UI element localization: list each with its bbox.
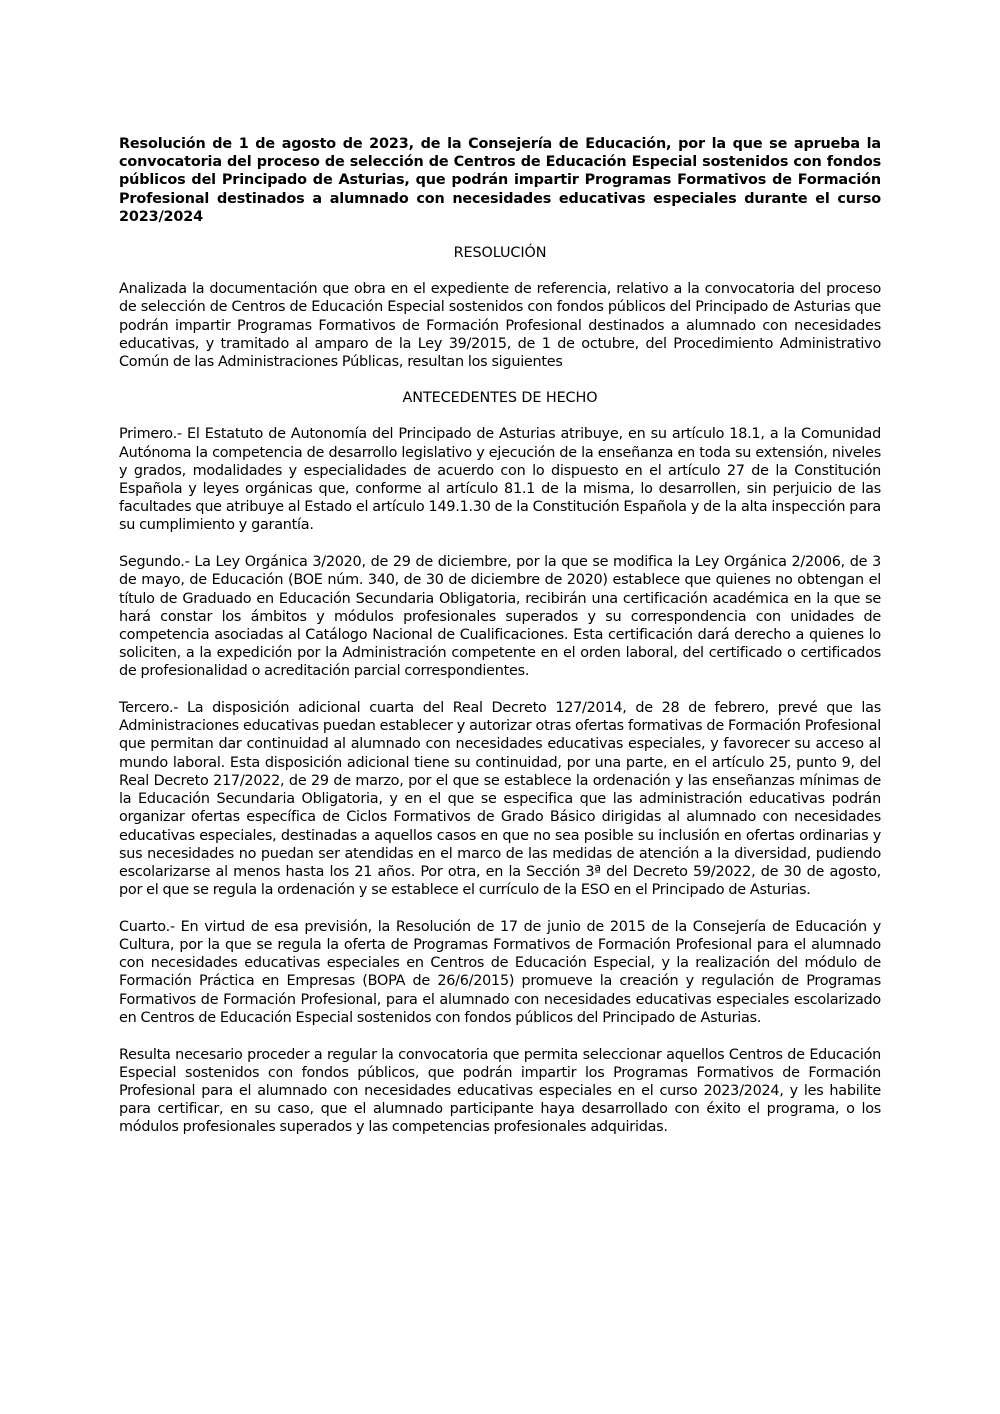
paragraph-cuarto: Cuarto.- En virtud de esa previsión, la Resolución de 17 de junio de 2015 de la Consejería de Educación y Cultura, por la que se regula la oferta de Programas Formativos de Formación Profesional para el alumnado con necesidades educativas especiales en Centros de Educación Especial, y la realización del módulo de Formación Práctica en Empresas (BOPA de 26/6/2015) promueve la creación y regulación de Programas Formativos de Formación Profesional, para el alumnado con necesidades educativas especiales escolarizado en Centros de Educación Especial sostenidos con fondos públicos del Principado de Asturias. — [119, 918, 881, 1026]
document-title: Resolución de 1 de agosto de 2023, de la Consejería de Educación, por la que se aprueba la convocatoria del proceso de selección de Centros de Educación Especial sostenidos con fondos públicos del Principado de Asturias, que podrán impartir Programas Formativos de Formación Profesional destinados a alumnado con necesidades educativas especiales durante el curso 2023/2024 — [119, 136, 881, 225]
paragraph-tercero: Tercero.- La disposición adicional cuarta del Real Decreto 127/2014, de 28 de febrero, prevé que las Administraciones educativas puedan establecer y autorizar otras ofertas formativas de Formación Profesional que permitan dar continuidad al alumnado con necesidades educativas especiales, y favorecer su acceso al mundo laboral. Esta disposición adicional tiene su continuidad, por una parte, en el artículo 25, punto 9, del Real Decreto 217/2022, de 29 de marzo, por el que se establece la ordenación y las enseñanzas mínimas de la Educación Secundaria Obligatoria, y en el que se especifica que las administración educativas podrán organizar ofertas específica de Ciclos Formativos de Grado Básico dirigidas al alumnado con necesidades educativas especiales, destinadas a aquellos casos en que no sea posible su inclusión en ofertas ordinarias y sus necesidades no puedan ser atendidas en el marco de las medidas de atención a la diversidad, pudiendo escolarizarse al menos hasta los 21 años. Por otra, en la Sección 3ª del Decreto 59/2022, de 30 de agosto, por el que se regula la ordenación y se establece el currículo de la ESO en el Principado de Asturias. — [119, 700, 881, 899]
paragraph-intro: Analizada la documentación que obra en el expediente de referencia, relativo a la convocatoria del proceso de selección de Centros de Educación Especial sostenidos con fondos públicos del Principado de Asturias que podrán impartir Programas Formativos de Formación Profesional destinados a alumnado con necesidades educativas, y tramitado al amparo de la Ley 39/2015, de 1 de octubre, del Procedimiento Administrativo Común de las Administraciones Públicas, resultan los siguientes — [119, 281, 881, 371]
paragraph-resulta-necesario: Resulta necesario proceder a regular la convocatoria que permita seleccionar aquellos Centros de Educación Especial sostenidos con fondos públicos, que podrán impartir los Programas Formativos de Formación Profesional para el alumnado con necesidades educativas especiales en el curso 2023/2024, y les habilite para certificar, en su caso, que el alumnado participante haya desarrollado con éxito el programa, o los módulos profesionales superados y las competencias profesionales adquiridas. — [119, 1046, 881, 1136]
heading-antecedentes-de-hecho: ANTECEDENTES DE HECHO — [402, 390, 598, 407]
paragraph-segundo: Segundo.- La Ley Orgánica 3/2020, de 29 de diciembre, por la que se modifica la Ley Orgánica 2/2006, de 3 de mayo, de Educación (BOE núm. 340, de 30 de diciembre de 2020) establece que quienes no obtengan el título de Graduado en Educación Secundaria Obligatoria, recibirán una certificación académica en la que se hará constar los ámbitos y módulos profesionales superados y su correspondencia con unidades de competencia asociadas al Catálogo Nacional de Cualificaciones. Esta certificación dará derecho a quienes lo soliciten, a la expedición por la Administración competente en el orden laboral, del certificado o certificados de profesionalidad o acreditación parcial correspondientes. — [119, 554, 881, 680]
document-page — [119, 135, 881, 1137]
paragraph-primero: Primero.- El Estatuto de Autonomía del Principado de Asturias atribuye, en su artículo 18.1, a la Comunidad Autónoma la competencia de desarrollo legislativo y ejecución de la enseñanza en toda su extensión, niveles y grados, modalidades y especialidades de acuerdo con lo dispuesto en el artículo 27 de la Constitución Española y leyes orgánicas que, conforme al artículo 81.1 de la misma, lo desarrollen, sin perjuicio de las facultades que atribuye al Estado el artículo 149.1.30 de la Constitución Española y de la alta inspección para su cumplimiento y garantía. — [119, 426, 881, 534]
heading-resolucion: RESOLUCIÓN — [453, 245, 547, 262]
